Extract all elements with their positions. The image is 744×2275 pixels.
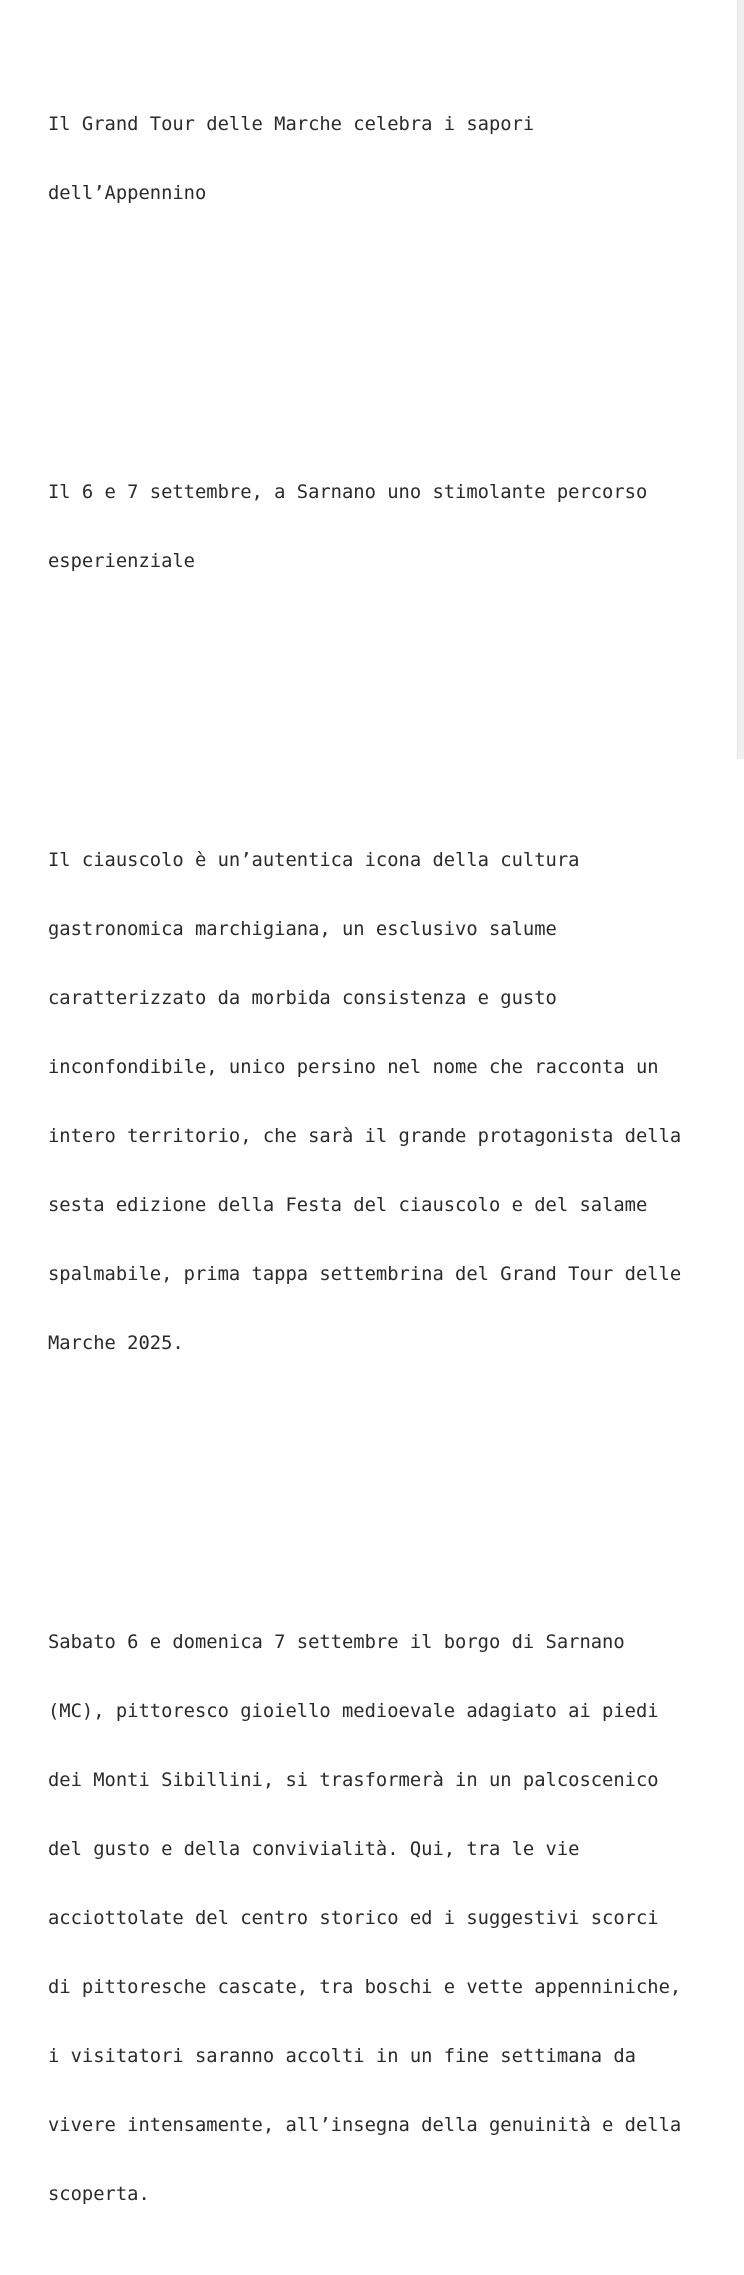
paragraph-sarnano [48, 1585, 718, 2252]
subtitle-line: Il 6 e 7 settembre, a Sarnano uno stimolante percorso [48, 482, 648, 503]
paragraph-line: inconfondibile, unico persino nel nome che racconta un [48, 1057, 659, 1078]
article-title [48, 67, 718, 251]
paragraph-line: acciottolate del centro storico ed i suggestivi scorci [48, 1908, 659, 1929]
paragraph-line: di pittoresche cascate, tra boschi e vette appenniniche, [48, 1977, 682, 1998]
document-body [48, 21, 718, 2275]
title-line: Il Grand Tour delle Marche celebra i sapori [48, 114, 535, 135]
subtitle-line: esperienziale [48, 551, 195, 572]
paragraph-line: gastronomica marchigiana, un esclusivo salume [48, 919, 557, 940]
paragraph-line: vivere intensamente, all’insegna della genuinità e della [48, 2115, 682, 2136]
paragraph-line: sesta edizione della Festa del ciauscolo e del salame [48, 1195, 648, 1216]
paragraph-line: Marche 2025. [48, 1333, 184, 1354]
paragraph-line: i visitatori saranno accolti in un fine settimana da [48, 2046, 636, 2067]
vertical-scrollbar[interactable] [737, 0, 744, 759]
spacer [48, 297, 718, 366]
title-line: dell’Appennino [48, 183, 207, 204]
paragraph-line: intero territorio, che sarà il grande protagonista della [48, 1126, 682, 1147]
spacer [48, 1447, 718, 1516]
paragraph-line: (MC), pittoresco gioiello medioevale adagiato ai piedi [48, 1701, 659, 1722]
paragraph-line: scoperta. [48, 2184, 150, 2205]
paragraph-line: Il ciauscolo è un’autentica icona della cultura [48, 850, 580, 871]
spacer [48, 665, 718, 734]
article-subtitle [48, 435, 718, 619]
paragraph-line: Sabato 6 e domenica 7 settembre il borgo di Sarnano [48, 1632, 625, 1653]
paragraph-line: dei Monti Sibillini, si trasformerà in un palcoscenico [48, 1770, 659, 1791]
paragraph-ciauscolo [48, 803, 718, 1401]
paragraph-line: del gusto e della convivialità. Qui, tra le vie [48, 1839, 580, 1860]
paragraph-line: caratterizzato da morbida consistenza e gusto [48, 988, 557, 1009]
paragraph-line: spalmabile, prima tappa settembrina del Grand Tour delle [48, 1264, 682, 1285]
